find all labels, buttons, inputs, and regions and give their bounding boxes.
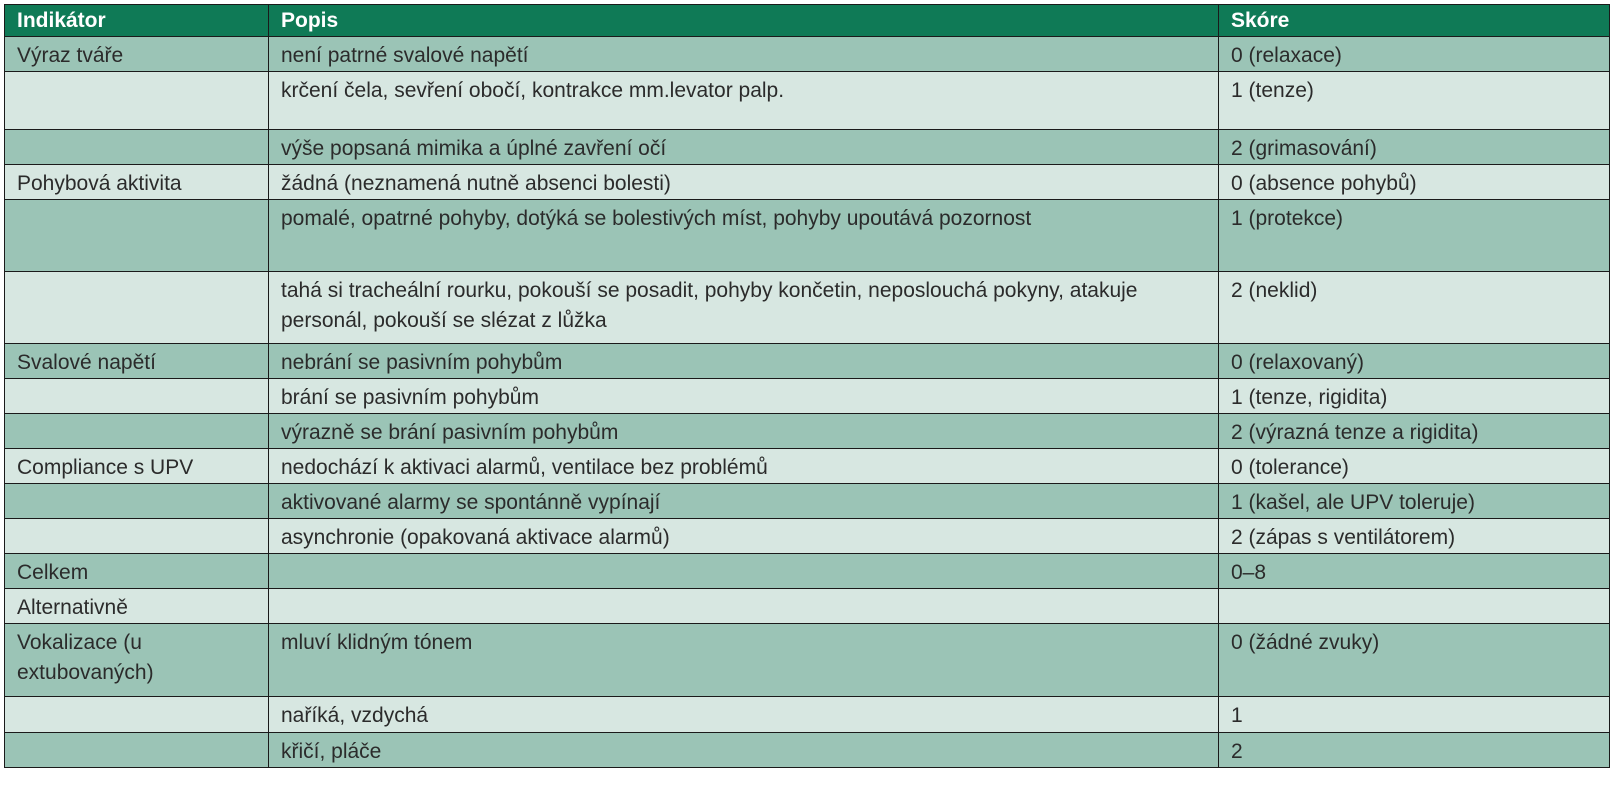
- description-cell: není patrné svalové napětí: [269, 37, 1219, 72]
- header-description: Popis: [269, 5, 1219, 37]
- table-row: [5, 200, 1610, 272]
- indicator-cell: Alternativně: [5, 589, 269, 624]
- score-cell: 2 (výrazná tenze a rigidita): [1219, 414, 1610, 449]
- description-cell: žádná (neznamená nutně absenci bolesti): [269, 165, 1219, 200]
- description-cell: [269, 589, 1219, 624]
- score-cell: 2 (zápas s ventilátorem): [1219, 519, 1610, 554]
- table-row: [5, 165, 1610, 200]
- indicator-cell: Výraz tváře: [5, 37, 269, 72]
- table-header-row: [5, 5, 1610, 37]
- score-cell: 0 (tolerance): [1219, 449, 1610, 484]
- table-row: [5, 72, 1610, 130]
- table-row: [5, 484, 1610, 519]
- score-cell: 2: [1219, 733, 1610, 768]
- indicator-cell: Celkem: [5, 554, 269, 589]
- table-row: [5, 344, 1610, 379]
- description-cell: pomalé, opatrné pohyby, dotýká se bolestivých míst, pohyby upoutává pozornost: [269, 200, 1219, 272]
- indicator-cell: Vokalizace (u extubovaných): [5, 624, 269, 697]
- table-row: [5, 554, 1610, 589]
- header-score: Skóre: [1219, 5, 1610, 37]
- table-row: [5, 519, 1610, 554]
- score-cell: 1 (kašel, ale UPV toleruje): [1219, 484, 1610, 519]
- score-cell: 0 (relaxace): [1219, 37, 1610, 72]
- description-cell: nedochází k aktivaci alarmů, ventilace bez problémů: [269, 449, 1219, 484]
- score-cell: 1 (tenze): [1219, 72, 1610, 130]
- indicator-cell: [5, 72, 269, 130]
- description-cell: mluví klidným tónem: [269, 624, 1219, 697]
- indicator-cell: [5, 272, 269, 344]
- score-cell: 2 (neklid): [1219, 272, 1610, 344]
- table-row: [5, 130, 1610, 165]
- description-cell: krčení čela, sevření obočí, kontrakce mm.levator palp.: [269, 72, 1219, 130]
- description-cell: asynchronie (opakovaná aktivace alarmů): [269, 519, 1219, 554]
- score-cell: 0–8: [1219, 554, 1610, 589]
- table-row: [5, 379, 1610, 414]
- indicator-cell: Pohybová aktivita: [5, 165, 269, 200]
- indicator-cell: Svalové napětí: [5, 344, 269, 379]
- description-cell: výrazně se brání pasivním pohybům: [269, 414, 1219, 449]
- table-row: [5, 272, 1610, 344]
- score-cell: 1 (protekce): [1219, 200, 1610, 272]
- score-cell: 1: [1219, 697, 1610, 733]
- table-row: [5, 37, 1610, 72]
- description-cell: výše popsaná mimika a úplné zavření očí: [269, 130, 1219, 165]
- indicator-cell: [5, 130, 269, 165]
- description-cell: brání se pasivním pohybům: [269, 379, 1219, 414]
- indicator-cell: [5, 697, 269, 733]
- indicator-cell: [5, 519, 269, 554]
- pain-score-table: [4, 4, 1610, 768]
- description-cell: nebrání se pasivním pohybům: [269, 344, 1219, 379]
- indicator-cell: [5, 414, 269, 449]
- description-cell: tahá si tracheální rourku, pokouší se posadit, pohyby končetin, neposlouchá pokyny, atakuje personál, pokouší se slézat z lůžka: [269, 272, 1219, 344]
- indicator-cell: [5, 379, 269, 414]
- score-cell: 0 (žádné zvuky): [1219, 624, 1610, 697]
- table-row: [5, 414, 1610, 449]
- description-cell: křičí, pláče: [269, 733, 1219, 768]
- table-row: [5, 449, 1610, 484]
- indicator-cell: [5, 733, 269, 768]
- score-cell: 0 (relaxovaný): [1219, 344, 1610, 379]
- table-row: [5, 624, 1610, 697]
- table-row: [5, 733, 1610, 768]
- table-row: [5, 589, 1610, 624]
- score-cell: 2 (grimasování): [1219, 130, 1610, 165]
- description-cell: [269, 554, 1219, 589]
- header-indicator: Indikátor: [5, 5, 269, 37]
- score-cell: [1219, 589, 1610, 624]
- indicator-cell: [5, 200, 269, 272]
- score-cell: 0 (absence pohybů): [1219, 165, 1610, 200]
- description-cell: naříká, vzdychá: [269, 697, 1219, 733]
- table-row: [5, 697, 1610, 733]
- indicator-cell: Compliance s UPV: [5, 449, 269, 484]
- indicator-cell: [5, 484, 269, 519]
- score-table-container: [4, 4, 1609, 768]
- score-cell: 1 (tenze, rigidita): [1219, 379, 1610, 414]
- description-cell: aktivované alarmy se spontánně vypínají: [269, 484, 1219, 519]
